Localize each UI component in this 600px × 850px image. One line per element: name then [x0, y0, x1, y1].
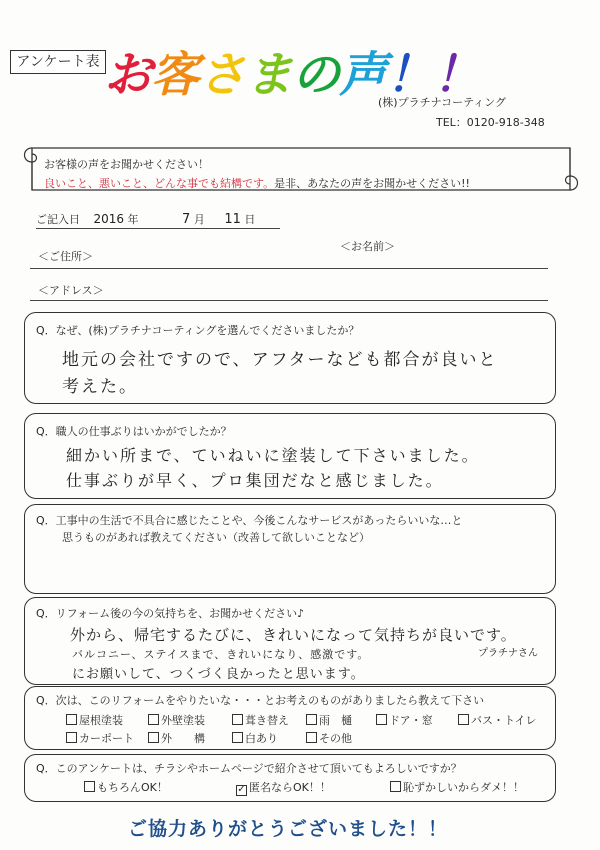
option-ok[interactable]: もちろんOK！: [84, 779, 168, 795]
checkbox[interactable]: [148, 732, 159, 743]
checkbox[interactable]: [376, 714, 387, 725]
option-termite[interactable]: 白あり: [232, 730, 278, 746]
date-underline: [36, 228, 280, 229]
title-char: お: [104, 47, 152, 103]
checkbox[interactable]: [232, 714, 243, 725]
intro-line-2: [44, 175, 470, 191]
title-char: ！: [433, 47, 481, 103]
checkbox-checked[interactable]: ✓: [237, 784, 246, 795]
q2-answer-line-1: 細かい所まで、ていねいに塗装して下さいました。: [66, 446, 480, 465]
date-day: 11: [224, 212, 241, 227]
option-bath-toilet[interactable]: バス・トイレ: [458, 712, 536, 728]
checkbox[interactable]: [306, 714, 317, 725]
q6-question: Q．このアンケートは、チラシやホームページで紹介させて頂いてもよろしいですか？: [36, 762, 462, 775]
title-char: ま: [245, 47, 293, 103]
q4-question: Q．リフォーム後の今の気持ちを、お聞かせください♪: [36, 607, 305, 620]
q2-answer-line-2: 仕事ぶりが早く、プロ集団だなと感じました。: [66, 471, 444, 490]
option-other[interactable]: その他: [306, 730, 352, 746]
thanks-message: ご協力ありがとうございました！！: [128, 818, 449, 840]
title-char: の: [292, 47, 340, 103]
date-row: [36, 211, 255, 227]
email-label: ＜アドレス＞: [38, 284, 104, 297]
intro-red-text: 良いこと、悪いこと、どんな事でも結構です。: [44, 177, 275, 190]
date-day-unit: 日: [244, 213, 256, 226]
option-no[interactable]: 恥ずかしいからダメ！！: [390, 779, 524, 795]
option-reroof[interactable]: 葺き替え: [232, 712, 289, 728]
checkbox[interactable]: [148, 714, 159, 725]
q2-question: Q．職人の仕事ぶりはいかがでしたか？: [36, 425, 232, 438]
q4-answer-line-3: にお願いして、つくづく良かったと思います。: [72, 667, 365, 682]
q4-answer-line-1: 外から、帰宅するたびに、きれいになって気持ちが良いです。: [70, 626, 517, 644]
option-roof-paint[interactable]: 屋根塗装: [66, 712, 123, 728]
date-year: 2016: [93, 212, 125, 226]
intro-line-1: お客様の声をお聞かせください！: [44, 158, 209, 171]
q3-question-line-2: 思うものがあれば教えてください（改善して欲しいことなど）: [62, 531, 370, 544]
option-exterior[interactable]: 外 構: [148, 730, 205, 746]
company-name: (株)プラチナコーティング: [378, 96, 507, 109]
checkbox[interactable]: [66, 714, 77, 725]
checkbox[interactable]: [232, 732, 243, 743]
option-door-window[interactable]: ドア・窓: [376, 712, 433, 728]
title-char: 客: [151, 47, 199, 103]
q1-question: Q．なぜ、(株)プラチナコーティングを選んでくださいましたか？: [36, 324, 360, 337]
title-char: さ: [198, 47, 246, 103]
q5-question: Q．次は、このリフォームをやりたいな・・・とお考えのものがありましたら教えて下さい: [36, 694, 485, 707]
option-wall-paint[interactable]: 外壁塗装: [148, 712, 205, 728]
intro-rest-text: 是非、あなたの声をお聞かせください!!: [274, 177, 470, 190]
q4-answer-line-2: バルコニー、ステイスまで、きれいになり、感激です。: [72, 648, 370, 661]
phone-number: TEL：0120-918-348: [436, 116, 545, 129]
date-month-unit: 月: [193, 213, 205, 226]
date-year-unit: 年: [127, 213, 139, 226]
checkbox[interactable]: [390, 781, 401, 792]
q1-answer-line-1: 地元の会社ですので、アフターなども都合が良いと: [62, 350, 498, 370]
address-label: ＜ご住所＞: [38, 250, 93, 263]
name-label: ＜お名前＞: [340, 240, 395, 253]
option-carport[interactable]: カーポート: [66, 730, 134, 746]
checkbox[interactable]: [306, 732, 317, 743]
q3-question: Q．工事中の生活で不具合に感じたことや、今後こんなサービスがあったらいいな…と: [36, 514, 463, 527]
survey-badge: アンケート表: [10, 50, 106, 74]
checkbox[interactable]: [458, 714, 469, 725]
checkbox[interactable]: [84, 781, 95, 792]
q1-answer-line-2: 考えた。: [62, 377, 138, 397]
address-underline: [30, 268, 548, 269]
email-underline: [30, 300, 548, 301]
option-gutter[interactable]: 雨 樋: [306, 712, 352, 728]
date-label: ご記入日: [36, 213, 80, 226]
checkbox[interactable]: [66, 732, 77, 743]
q4-answer-side: プラチナさん: [478, 648, 538, 659]
date-month: 7: [182, 212, 191, 227]
option-anonymous-ok[interactable]: ✓ 匿名ならOK！！: [237, 781, 331, 795]
title-char: ！: [386, 47, 434, 103]
title-char: 声: [339, 47, 387, 103]
